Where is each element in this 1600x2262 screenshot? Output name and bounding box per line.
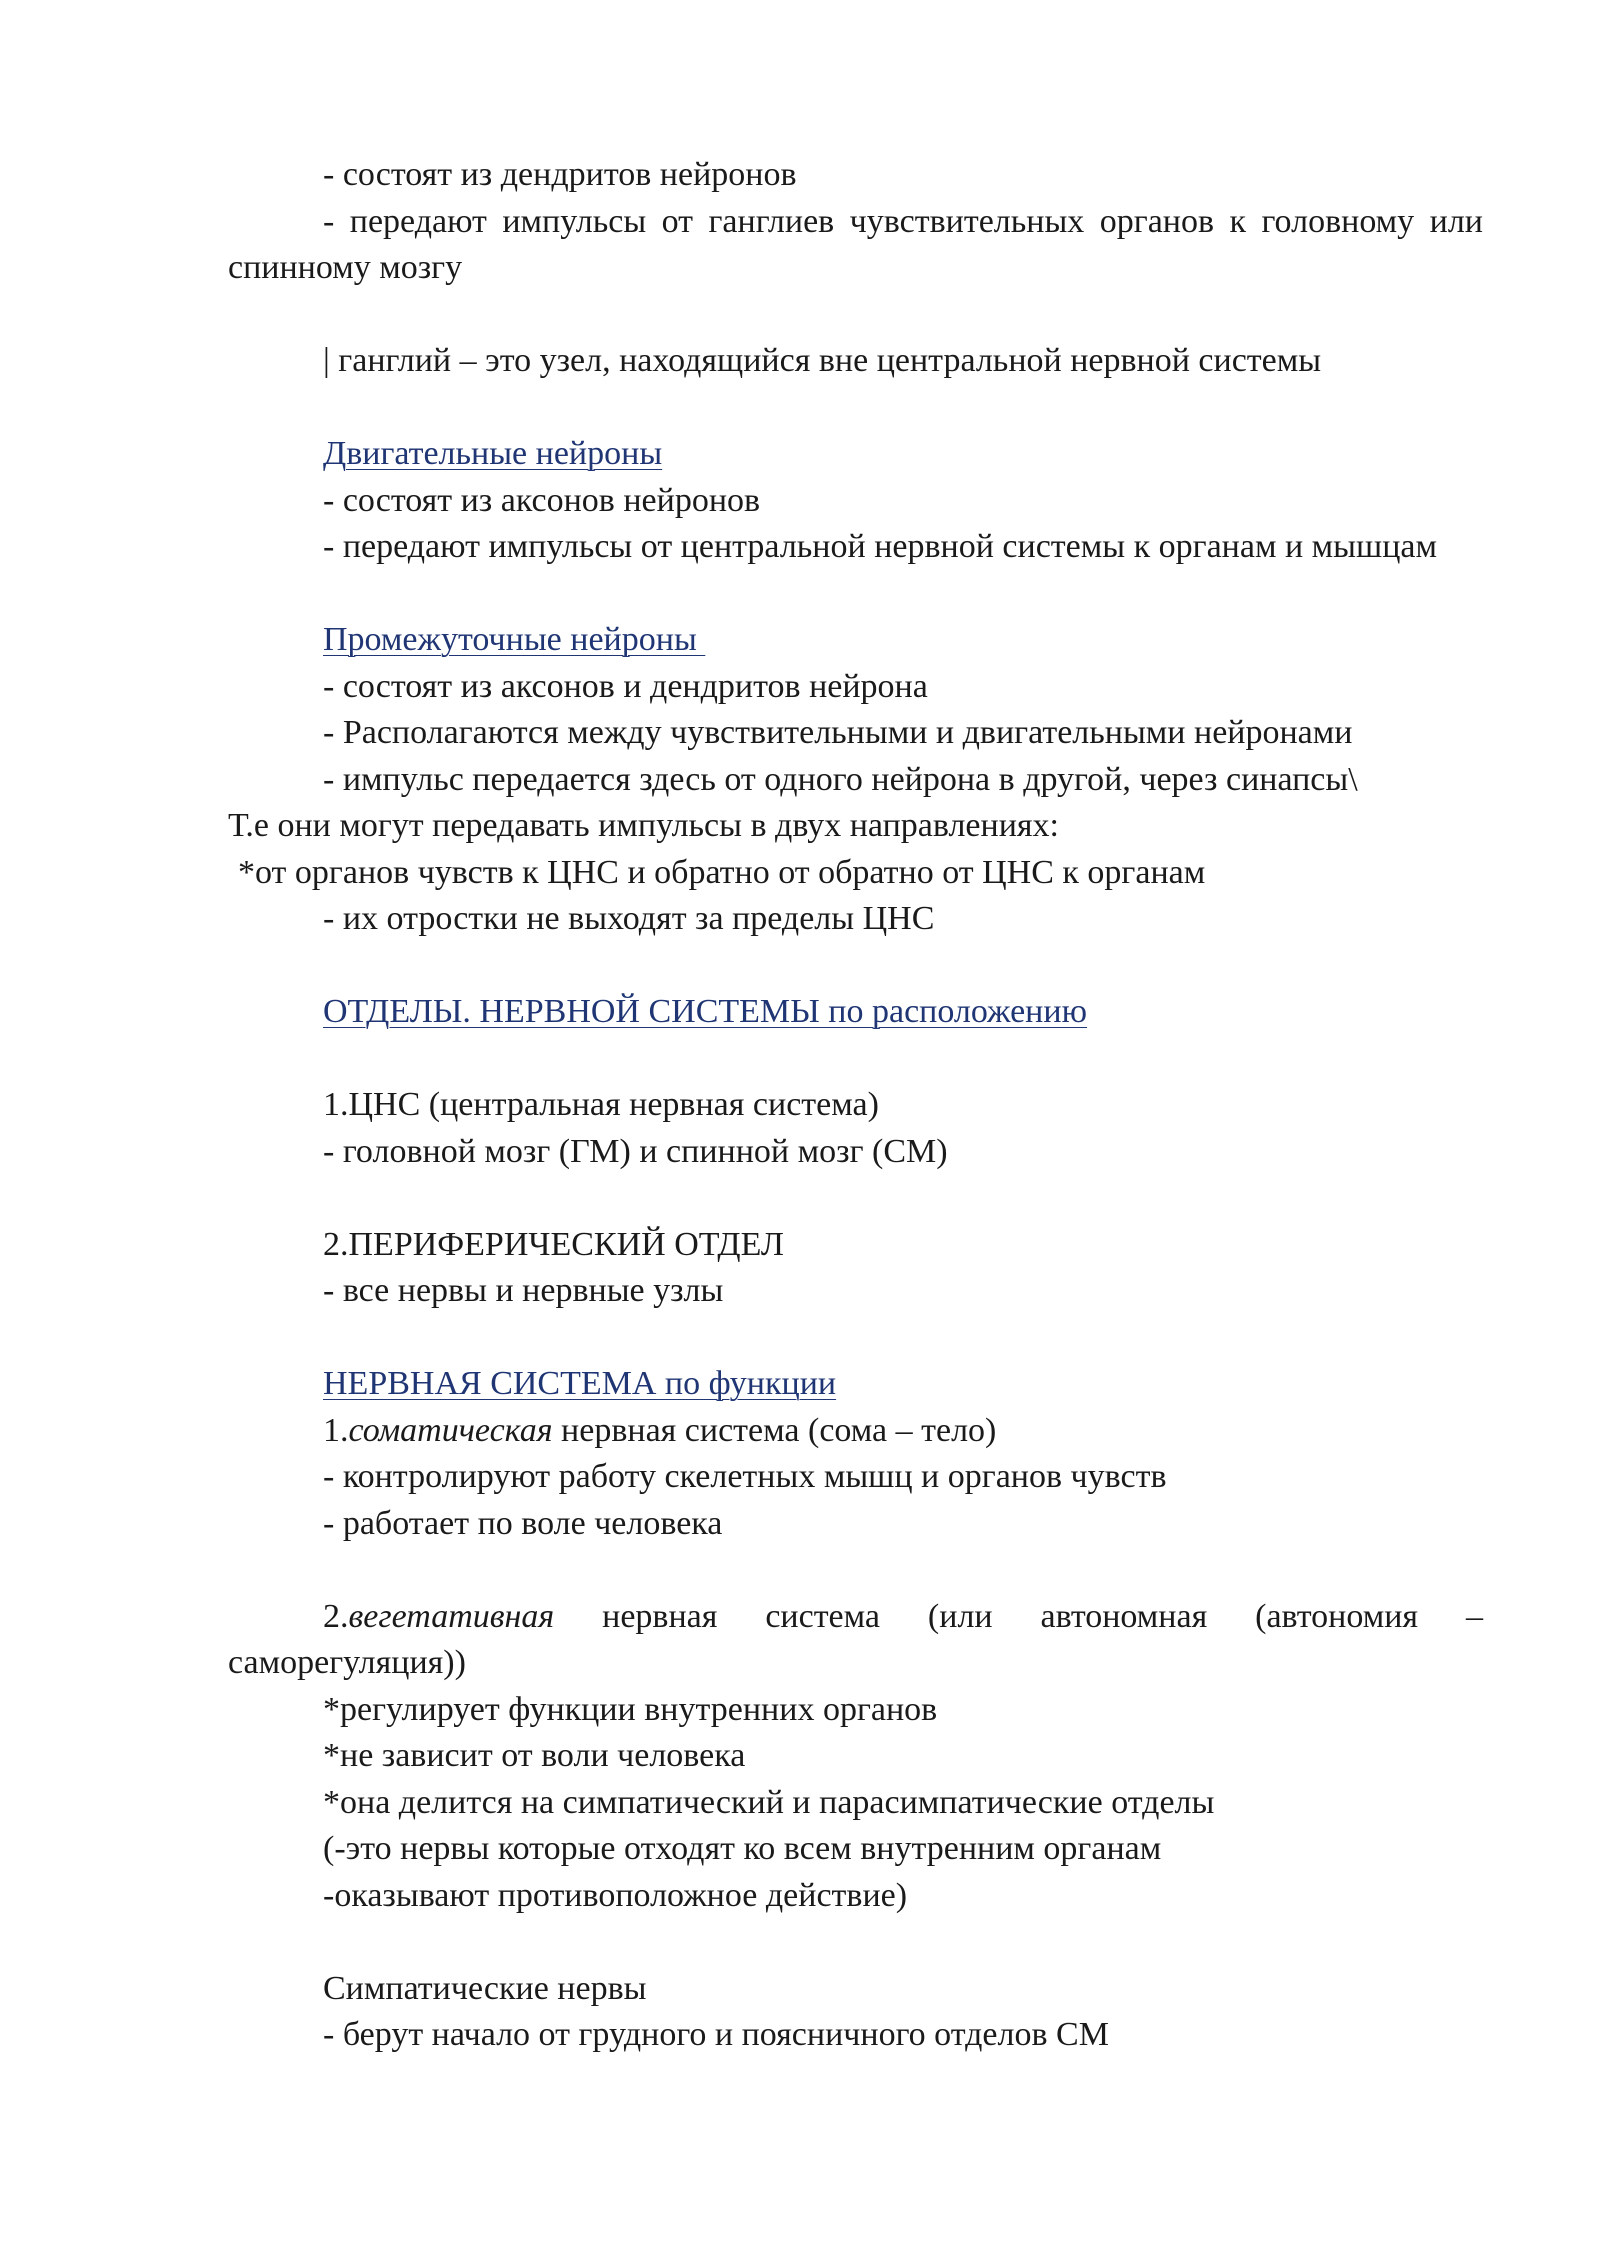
blank-line bbox=[228, 1175, 1483, 1222]
blank-line bbox=[228, 1036, 1483, 1083]
text-line: 1.ЦНС (центральная нервная система) bbox=[323, 1086, 879, 1123]
heading-text: ОТДЕЛЫ. НЕРВНОЙ СИСТЕМЫ по расположению bbox=[323, 993, 1087, 1030]
heading-text: Промежуточные нейроны bbox=[323, 621, 706, 658]
text-line: - состоят из дендритов нейронов bbox=[323, 156, 797, 193]
blank-line bbox=[228, 943, 1483, 990]
text-line: 2.ПЕРИФЕРИЧЕСКИЙ ОТДЕЛ bbox=[323, 1225, 784, 1263]
section-heading-motor-neurons bbox=[228, 431, 1483, 478]
text-line: - головной мозг (ГМ) и спинной мозг (СМ) bbox=[323, 1132, 948, 1170]
section-heading-interneurons bbox=[228, 617, 1483, 664]
heading-text: Двигательные нейроны bbox=[323, 435, 663, 472]
text-line: *от органов чувств к ЦНС и обратно от обратно от ЦНС к органам bbox=[238, 853, 1206, 891]
heading-text: НЕРВНАЯ СИСТЕМА по функции bbox=[323, 1365, 837, 1402]
text-line: Симпатические нервы bbox=[323, 1969, 647, 2007]
blank-line bbox=[228, 1919, 1483, 1966]
section-heading-by-function bbox=[228, 1361, 1483, 1408]
item-text: нервная система (или автономная (автономия – саморегуляция)) bbox=[228, 1597, 1483, 1681]
text-line: - Располагаются между чувствительными и двигательными нейронами bbox=[323, 714, 1353, 751]
blank-line bbox=[228, 1547, 1483, 1594]
text-line-somatic bbox=[228, 1408, 1483, 1455]
document-body bbox=[228, 152, 1483, 2059]
text-line: (-это нервы которые отходят ко всем внутренним органам bbox=[323, 1830, 1162, 1867]
text-line: - работает по воле человека bbox=[323, 1504, 723, 1542]
text-line: - импульс передается здесь от одного нейрона в другой, через синапсы\ bbox=[323, 760, 1358, 798]
text-line: *она делится на симпатический и парасимпатические отделы bbox=[323, 1783, 1215, 1821]
italic-term: соматическая bbox=[348, 1411, 553, 1449]
text-line: *регулирует функции внутренних органов bbox=[323, 1690, 938, 1728]
text-line: - берут начало от грудного и поясничного отделов СМ bbox=[323, 2016, 1109, 2053]
text-line: -оказывают противоположное действие) bbox=[323, 1876, 908, 1914]
italic-term: вегетативная bbox=[348, 1597, 555, 1635]
blank-line bbox=[228, 385, 1483, 432]
text-line: - состоят из аксонов нейронов bbox=[323, 481, 761, 519]
text-paragraph: - передают импульсы от центральной нервной системы к органам и мышцам bbox=[323, 528, 1437, 565]
blank-line bbox=[228, 292, 1483, 339]
text-line: Т.е они могут передавать импульсы в двух направлениях: bbox=[228, 807, 1059, 844]
text-line: - контролируют работу скелетных мышц и органов чувств bbox=[323, 1458, 1167, 1495]
text-line: - их отростки не выходят за пределы ЦНС bbox=[323, 900, 935, 937]
text-line: *не зависит от воли человека bbox=[323, 1737, 746, 1774]
blank-line bbox=[228, 571, 1483, 618]
text-line: - все нервы и нервные узлы bbox=[323, 1272, 724, 1309]
blank-line bbox=[228, 1315, 1483, 1362]
text-paragraph: - передают импульсы от ганглиев чувствительных органов к головному или спинному мозгу bbox=[228, 202, 1483, 286]
item-number: 1. bbox=[323, 1411, 349, 1449]
text-line: - состоят из аксонов и дендритов нейрона bbox=[323, 667, 928, 705]
item-number: 2. bbox=[323, 1597, 349, 1635]
item-text: нервная система (сома – тело) bbox=[552, 1411, 997, 1449]
text-paragraph-autonomic bbox=[228, 1594, 1483, 1687]
definition-line: | ганглий – это узел, находящийся вне центральной нервной системы bbox=[323, 342, 1322, 379]
section-heading-divisions-by-location bbox=[228, 989, 1483, 1036]
